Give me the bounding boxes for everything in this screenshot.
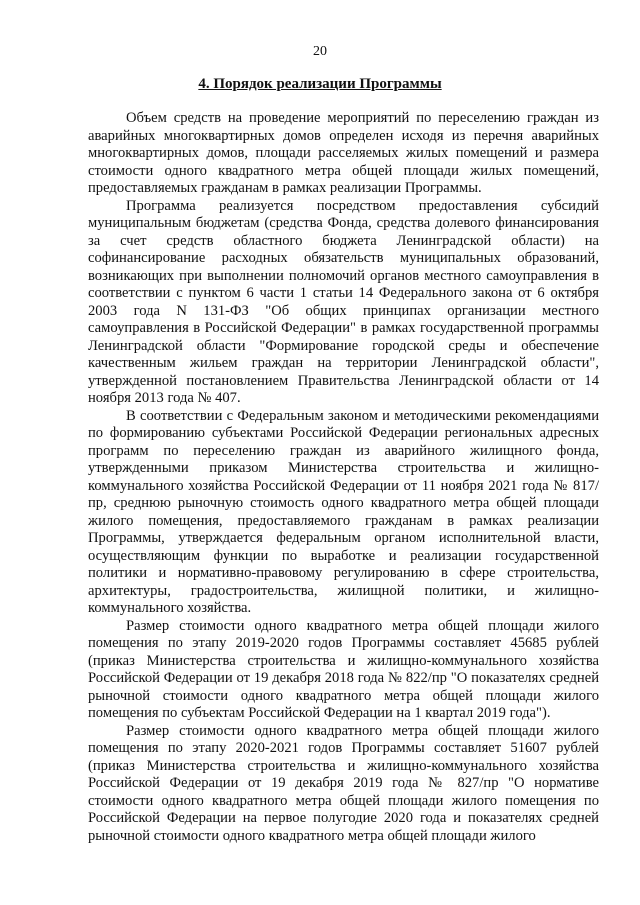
body-text (88, 110, 599, 845)
page-number: 20 (313, 44, 327, 59)
section-heading-text: 4. Порядок реализации Программы (198, 76, 442, 92)
section-heading (0, 76, 640, 93)
paragraph-cost-2020-2021: Размер стоимости одного квадратного метра общей площади жилого помещения по этапу 2020-2021 годов Программы составляет 51607 рублей (приказ Министерства строительства и жилищно-коммунального хозяйства Российской Федерации от 19 декабря 2019 года № 827/пр "О нормативе стоимости одного квадратного метра общей площади жилого помещения по Российской Федерации на первое полугодие 2020 года и показателях средней рыночной стоимости одного квадратного метра общей площади жилого (88, 722, 599, 844)
paragraph-federal-law: В соответствии с Федеральным законом и методическими рекомендациями по формированию субъектами Российской Федерации региональных адресных программ по переселению граждан из аварийного жилищного фонда, утвержденными приказом Министерства строительства и жилищно-коммунального хозяйства Российской Федерации от 11 ноября 2021 года № 817/пр, среднюю рыночную стоимость одного квадратного метра общей площади жилого помещения, предоставляемого гражданам в рамках реализации Программы, утверждается федеральным органом исполнительной власти, осуществляющим функции по выработке и реализации государственной политики и нормативно-правовому регулированию в сфере строительства, архитектуры, градостроительства, жилищной политики, и жилищно-коммунального хозяйства. (88, 407, 599, 616)
paragraph-funding-volume: Объем средств на проведение мероприятий по переселению граждан из аварийных многоквартирных домов определен исходя из перечня аварийных многоквартирных домов, площади расселяемых жилых помещений и размера стоимости одного квадратного метра общей площади жилых помещений, предоставляемых гражданам в рамках реализации Программы. (88, 110, 599, 196)
paragraph-cost-2019-2020: Размер стоимости одного квадратного метра общей площади жилого помещения по этапу 2019-2020 годов Программы составляет 45685 рублей (приказ Министерства строительства и жилищно-коммунального хозяйства Российской Федерации от 19 декабря 2018 года № 822/пр "О показателях средней рыночной стоимости одного квадратного метра общей площади жилого помещения по субъектам Российской Федерации на 1 квартал 2019 года"). (88, 617, 599, 721)
paragraph-subsidies: Программа реализуется посредством предоставления субсидий муниципальным бюджетам (средства Фонда, средства долевого финансирования за счет средств областного бюджета Ленинградской области) на софинансирование расходных обязательств муниципальных образований, возникающих при выполнении полномочий органов местного самоуправления в соответствии с пунктом 6 части 1 статьи 14 Федерального закона от 6 октября 2003 года N 131-ФЗ "Об общих принципах организации местного самоуправления в Российской Федерации" в рамках государственной программы Ленинградской области "Формирование городской среды и обеспечение качественным жильем граждан на территории Ленинградской области", утвержденной постановлением Правительства Ленинградской области от 14 ноября 2013 года № 407. (88, 197, 599, 406)
